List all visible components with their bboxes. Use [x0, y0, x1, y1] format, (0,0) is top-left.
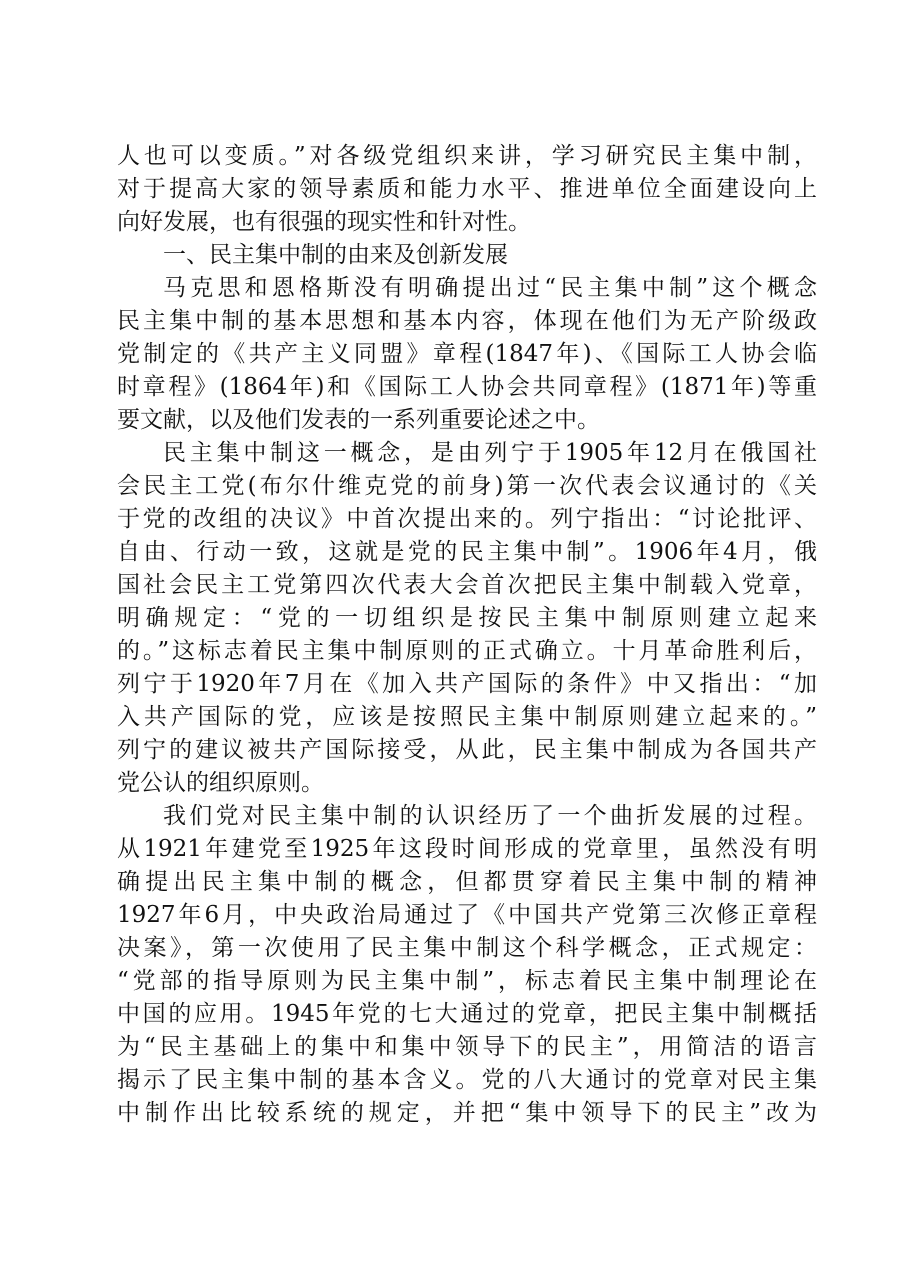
text-line: 明确规定：“党的一切组织是按民主集中制原则建立起来	[117, 605, 817, 631]
text-line: 于党的改组的决议》中首次提出来的。列宁指出：“讨论批评、	[117, 506, 817, 532]
text-line: 列宁于1920年7月在《加入共产国际的条件》中又指出：“加	[117, 671, 817, 697]
text-line: 1927年6月，中央政治局通过了《中国共产党第三次修正章程	[117, 902, 817, 928]
text-line: 从1921年建党至1925年这段时间形成的党章里，虽然没有明	[117, 836, 817, 862]
text-line: 党制定的《共产主义同盟》章程(1847年)、《国际工人协会临	[117, 341, 817, 367]
text-line: 民主集中制这一概念，是由列宁于1905年12月在俄国社	[163, 440, 817, 466]
text-line: 要文献，以及他们发表的一系列重要论述之中。	[117, 407, 600, 433]
text-line: 马克思和恩格斯没有明确提出过“民主集中制”这个概念	[163, 275, 817, 301]
text-line: 国社会民主工党第四次代表大会首次把民主集中制载入党章，	[117, 572, 817, 598]
text-line: 中制作出比较系统的规定，并把“集中领导下的民主”改为	[117, 1100, 817, 1126]
text-line: 中国的应用。1945年党的七大通过的党章，把民主集中制概括	[117, 1001, 817, 1027]
section-heading: 一、民主集中制的由来及创新发展	[163, 242, 508, 268]
body-text	[117, 140, 817, 1130]
text-line: 为“民主基础上的集中和集中领导下的民主”，用简洁的语言	[117, 1034, 817, 1060]
text-line: 入共产国际的党，应该是按照民主集中制原则建立起来的。”	[117, 704, 817, 730]
text-line: 揭示了民主集中制的基本含义。党的八大通讨的党章对民主集	[117, 1067, 817, 1093]
text-line: 列宁的建议被共产国际接受，从此，民主集中制成为各国共产	[117, 737, 817, 763]
text-line: 的。”这标志着民主集中制原则的正式确立。十月革命胜利后，	[117, 638, 817, 664]
text-line: 会民主工党(布尔什维克党的前身)第一次代表会议通讨的《关	[117, 473, 817, 499]
text-line: 党公认的组织原则。	[117, 770, 324, 796]
text-line: 时章程》(1864年)和《国际工人协会共同章程》(1871年)等重	[117, 374, 817, 400]
text-line: 对于提高大家的领导素质和能力水平、推进单位全面建设向上	[117, 176, 817, 202]
text-line: 确提出民主集中制的概念，但都贯穿着民主集中制的精神	[117, 869, 817, 895]
text-line: 人也可以变质。”对各级党组织来讲，学习研究民主集中制，	[117, 143, 817, 169]
text-line: “党部的指导原则为民主集中制”，标志着民主集中制理论在	[117, 968, 817, 994]
text-line: 决案》，第一次使用了民主集中制这个科学概念，正式规定：	[117, 935, 817, 961]
text-line: 向好发展，也有很强的现实性和针对性。	[117, 209, 531, 235]
text-line: 我们党对民主集中制的认识经历了一个曲折发展的过程。	[163, 803, 817, 829]
text-line: 自由、行动一致，这就是党的民主集中制”。1906年4月，俄	[117, 539, 817, 565]
text-line: 民主集中制的基本思想和基本内容，体现在他们为无产阶级政	[117, 308, 817, 334]
